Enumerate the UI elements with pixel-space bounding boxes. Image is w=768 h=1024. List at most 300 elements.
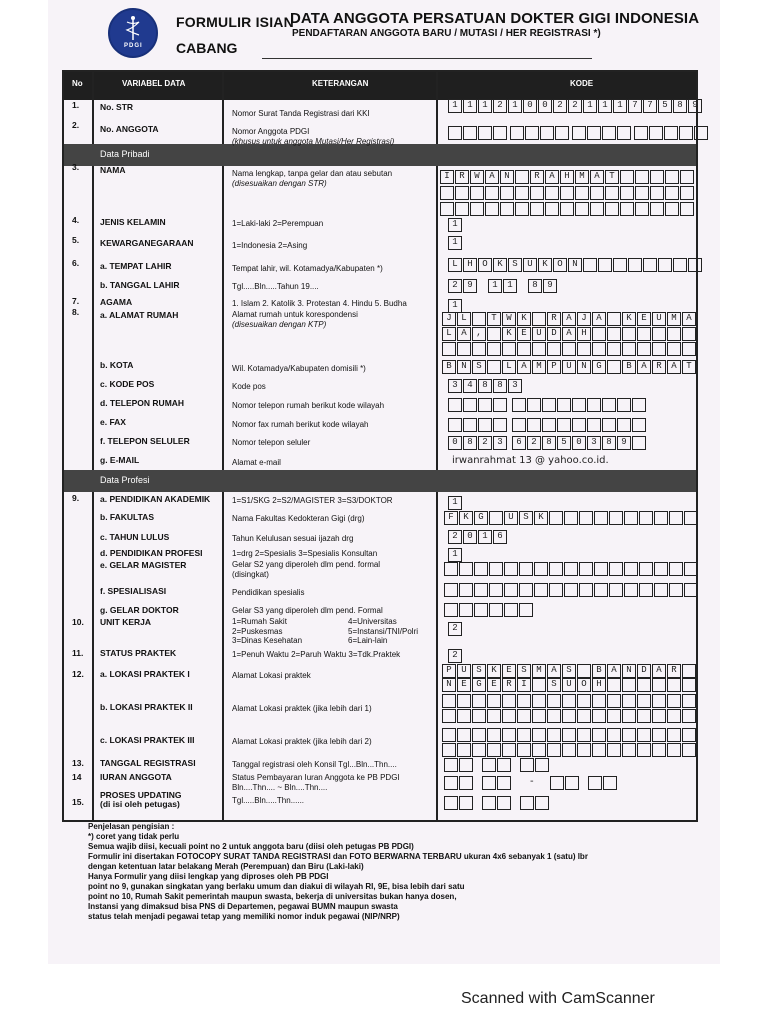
char-box[interactable]: N: [568, 258, 582, 272]
char-box[interactable]: 9: [463, 279, 477, 293]
char-box[interactable]: [603, 776, 617, 790]
char-box[interactable]: A: [562, 327, 576, 341]
char-box[interactable]: [545, 202, 559, 216]
char-box[interactable]: [579, 562, 593, 576]
char-box[interactable]: [517, 342, 531, 356]
char-box[interactable]: [587, 126, 601, 140]
char-box[interactable]: [577, 709, 591, 723]
char-box[interactable]: S: [472, 360, 486, 374]
char-box[interactable]: [609, 583, 623, 597]
field-nama-3[interactable]: [440, 202, 695, 216]
char-box[interactable]: [440, 202, 454, 216]
char-box[interactable]: [442, 728, 456, 742]
char-box[interactable]: N: [457, 360, 471, 374]
char-box[interactable]: [535, 796, 549, 810]
char-box[interactable]: [515, 202, 529, 216]
field-iuran-thn-2[interactable]: [588, 776, 618, 790]
char-box[interactable]: [575, 186, 589, 200]
field-iuran-thn-1[interactable]: [482, 776, 512, 790]
field-nama-1[interactable]: [440, 170, 695, 184]
char-box[interactable]: [592, 327, 606, 341]
char-box[interactable]: R: [455, 170, 469, 184]
char-box[interactable]: [637, 678, 651, 692]
char-box[interactable]: 3: [587, 436, 601, 450]
field-no-anggota[interactable]: [448, 126, 508, 140]
char-box[interactable]: [632, 398, 646, 412]
char-box[interactable]: K: [502, 327, 516, 341]
field-iuran-bln-1[interactable]: [444, 776, 474, 790]
char-box[interactable]: [613, 258, 627, 272]
char-box[interactable]: [455, 202, 469, 216]
char-box[interactable]: [622, 678, 636, 692]
char-box[interactable]: 1: [503, 279, 517, 293]
char-box[interactable]: [547, 743, 561, 757]
char-box[interactable]: [487, 327, 501, 341]
char-box[interactable]: [654, 511, 668, 525]
char-box[interactable]: [607, 360, 621, 374]
field-alamat-2[interactable]: [442, 327, 697, 341]
char-box[interactable]: A: [562, 312, 576, 326]
char-box[interactable]: I: [517, 678, 531, 692]
char-box[interactable]: [504, 583, 518, 597]
char-box[interactable]: [594, 583, 608, 597]
char-box[interactable]: K: [538, 258, 552, 272]
field-no-anggota-2[interactable]: [510, 126, 570, 140]
char-box[interactable]: 9: [688, 99, 702, 113]
char-box[interactable]: [587, 418, 601, 432]
char-box[interactable]: [682, 743, 696, 757]
char-box[interactable]: [607, 728, 621, 742]
char-box[interactable]: [637, 728, 651, 742]
char-box[interactable]: [564, 562, 578, 576]
char-box[interactable]: [620, 202, 634, 216]
char-box[interactable]: [607, 342, 621, 356]
char-box[interactable]: [577, 342, 591, 356]
char-box[interactable]: [444, 776, 458, 790]
char-box[interactable]: [590, 186, 604, 200]
char-box[interactable]: [602, 126, 616, 140]
char-box[interactable]: [459, 603, 473, 617]
field-tempat-lahir[interactable]: [448, 258, 703, 272]
char-box[interactable]: [457, 728, 471, 742]
char-box[interactable]: [575, 202, 589, 216]
char-box[interactable]: [688, 258, 702, 272]
char-box[interactable]: [557, 418, 571, 432]
char-box[interactable]: [572, 398, 586, 412]
char-box[interactable]: [658, 258, 672, 272]
char-box[interactable]: U: [562, 678, 576, 692]
char-box[interactable]: 2: [568, 99, 582, 113]
char-box[interactable]: [665, 202, 679, 216]
char-box[interactable]: 8: [673, 99, 687, 113]
char-box[interactable]: [624, 583, 638, 597]
field-no-anggota-3[interactable]: [572, 126, 632, 140]
char-box[interactable]: [472, 342, 486, 356]
char-box[interactable]: [637, 694, 651, 708]
char-box[interactable]: [457, 694, 471, 708]
char-box[interactable]: [470, 202, 484, 216]
char-box[interactable]: [680, 170, 694, 184]
char-box[interactable]: [679, 126, 693, 140]
char-box[interactable]: A: [682, 312, 696, 326]
char-box[interactable]: [534, 583, 548, 597]
char-box[interactable]: 4: [463, 379, 477, 393]
char-box[interactable]: [682, 678, 696, 692]
char-box[interactable]: [682, 694, 696, 708]
char-box[interactable]: [463, 126, 477, 140]
char-box[interactable]: [587, 398, 601, 412]
char-box[interactable]: 1: [448, 548, 462, 562]
char-box[interactable]: L: [448, 258, 462, 272]
char-box[interactable]: L: [442, 327, 456, 341]
char-box[interactable]: 2: [448, 622, 462, 636]
char-box[interactable]: [602, 398, 616, 412]
char-box[interactable]: E: [502, 664, 516, 678]
char-box[interactable]: [478, 126, 492, 140]
char-box[interactable]: [502, 743, 516, 757]
char-box[interactable]: [517, 694, 531, 708]
char-box[interactable]: N: [500, 170, 514, 184]
char-box[interactable]: [607, 694, 621, 708]
char-box[interactable]: [634, 126, 648, 140]
char-box[interactable]: H: [463, 258, 477, 272]
char-box[interactable]: 2: [448, 530, 462, 544]
char-box[interactable]: [550, 776, 564, 790]
char-box[interactable]: [680, 186, 694, 200]
field-kode-pos[interactable]: [448, 379, 523, 393]
char-box[interactable]: [527, 418, 541, 432]
char-box[interactable]: [635, 170, 649, 184]
char-box[interactable]: O: [553, 258, 567, 272]
char-box[interactable]: 3: [448, 379, 462, 393]
char-box[interactable]: ,: [472, 327, 486, 341]
char-box[interactable]: [562, 743, 576, 757]
field-iuran-bln-2[interactable]: [550, 776, 580, 790]
char-box[interactable]: R: [652, 360, 666, 374]
char-box[interactable]: 2: [553, 99, 567, 113]
char-box[interactable]: 3: [493, 436, 507, 450]
char-box[interactable]: [682, 728, 696, 742]
char-box[interactable]: [622, 342, 636, 356]
field-alamat-3[interactable]: [442, 342, 697, 356]
char-box[interactable]: [485, 202, 499, 216]
char-box[interactable]: [448, 418, 462, 432]
char-box[interactable]: [459, 796, 473, 810]
char-box[interactable]: [609, 511, 623, 525]
char-box[interactable]: E: [517, 327, 531, 341]
char-box[interactable]: [474, 583, 488, 597]
char-box[interactable]: [442, 694, 456, 708]
char-box[interactable]: [444, 562, 458, 576]
char-box[interactable]: [579, 583, 593, 597]
char-box[interactable]: 1: [508, 99, 522, 113]
char-box[interactable]: A: [517, 360, 531, 374]
char-box[interactable]: D: [637, 664, 651, 678]
char-box[interactable]: R: [502, 678, 516, 692]
char-box[interactable]: A: [607, 664, 621, 678]
char-box[interactable]: S: [517, 664, 531, 678]
char-box[interactable]: [654, 562, 668, 576]
char-box[interactable]: [519, 562, 533, 576]
char-box[interactable]: K: [493, 258, 507, 272]
char-box[interactable]: [517, 728, 531, 742]
char-box[interactable]: 7: [643, 99, 657, 113]
char-box[interactable]: 5: [658, 99, 672, 113]
char-box[interactable]: [622, 743, 636, 757]
char-box[interactable]: [502, 709, 516, 723]
char-box[interactable]: [504, 562, 518, 576]
char-box[interactable]: [472, 743, 486, 757]
char-box[interactable]: [669, 562, 683, 576]
char-box[interactable]: [562, 728, 576, 742]
char-box[interactable]: [635, 186, 649, 200]
char-box[interactable]: 0: [538, 99, 552, 113]
char-box[interactable]: W: [470, 170, 484, 184]
char-box[interactable]: [609, 562, 623, 576]
field-lokasi-1-line1[interactable]: [442, 664, 697, 678]
char-box[interactable]: [667, 728, 681, 742]
char-box[interactable]: [635, 202, 649, 216]
char-box[interactable]: 1: [583, 99, 597, 113]
char-box[interactable]: S: [562, 664, 576, 678]
char-box[interactable]: [590, 202, 604, 216]
char-box[interactable]: S: [472, 664, 486, 678]
char-box[interactable]: [520, 758, 534, 772]
char-box[interactable]: N: [622, 664, 636, 678]
char-box[interactable]: 1: [448, 99, 462, 113]
char-box[interactable]: [470, 186, 484, 200]
char-box[interactable]: E: [637, 312, 651, 326]
char-box[interactable]: [545, 186, 559, 200]
field-alamat-1[interactable]: [442, 312, 697, 326]
char-box[interactable]: J: [442, 312, 456, 326]
char-box[interactable]: [607, 678, 621, 692]
char-box[interactable]: 5: [557, 436, 571, 450]
char-box[interactable]: R: [547, 312, 561, 326]
char-box[interactable]: [515, 186, 529, 200]
char-box[interactable]: [624, 562, 638, 576]
char-box[interactable]: [667, 678, 681, 692]
char-box[interactable]: [592, 728, 606, 742]
char-box[interactable]: [652, 342, 666, 356]
field-status-praktek[interactable]: [448, 649, 463, 663]
char-box[interactable]: [489, 583, 503, 597]
char-box[interactable]: [664, 126, 678, 140]
char-box[interactable]: M: [575, 170, 589, 184]
field-telp-rumah[interactable]: [512, 398, 647, 412]
field-nama-2[interactable]: [440, 186, 695, 200]
char-box[interactable]: [682, 327, 696, 341]
char-box[interactable]: [472, 709, 486, 723]
char-box[interactable]: [485, 186, 499, 200]
char-box[interactable]: [549, 562, 563, 576]
char-box[interactable]: [440, 186, 454, 200]
char-box[interactable]: [560, 186, 574, 200]
char-box[interactable]: [519, 583, 533, 597]
char-box[interactable]: U: [532, 327, 546, 341]
field-unit-kerja[interactable]: [448, 622, 463, 636]
field-lokasi-3-line2[interactable]: [442, 743, 697, 757]
char-box[interactable]: [487, 709, 501, 723]
char-box[interactable]: [482, 758, 496, 772]
char-box[interactable]: [463, 418, 477, 432]
char-box[interactable]: [682, 342, 696, 356]
char-box[interactable]: [592, 743, 606, 757]
char-box[interactable]: [620, 170, 634, 184]
char-box[interactable]: [652, 728, 666, 742]
char-box[interactable]: K: [534, 511, 548, 525]
char-box[interactable]: A: [652, 664, 666, 678]
field-update-thn[interactable]: [520, 796, 550, 810]
field-kewarganegaraan[interactable]: [448, 236, 463, 250]
char-box[interactable]: 0: [572, 436, 586, 450]
field-telp-rumah-kode[interactable]: [448, 398, 508, 412]
char-box[interactable]: [497, 776, 511, 790]
char-box[interactable]: [607, 709, 621, 723]
char-box[interactable]: K: [517, 312, 531, 326]
char-box[interactable]: [680, 202, 694, 216]
char-box[interactable]: [577, 694, 591, 708]
char-box[interactable]: H: [577, 327, 591, 341]
char-box[interactable]: F: [444, 511, 458, 525]
char-box[interactable]: U: [562, 360, 576, 374]
char-box[interactable]: [650, 186, 664, 200]
char-box[interactable]: U: [523, 258, 537, 272]
char-box[interactable]: [532, 743, 546, 757]
char-box[interactable]: [564, 583, 578, 597]
char-box[interactable]: [487, 694, 501, 708]
char-box[interactable]: [557, 398, 571, 412]
char-box[interactable]: [542, 398, 556, 412]
char-box[interactable]: [502, 694, 516, 708]
char-box[interactable]: [489, 511, 503, 525]
char-box[interactable]: [684, 562, 698, 576]
char-box[interactable]: [605, 202, 619, 216]
char-box[interactable]: U: [652, 312, 666, 326]
char-box[interactable]: [622, 728, 636, 742]
char-box[interactable]: [489, 603, 503, 617]
char-box[interactable]: [617, 398, 631, 412]
field-gelar-magister[interactable]: [444, 562, 699, 576]
char-box[interactable]: [632, 436, 646, 450]
char-box[interactable]: [652, 743, 666, 757]
char-box[interactable]: [459, 776, 473, 790]
char-box[interactable]: [510, 126, 524, 140]
char-box[interactable]: [457, 709, 471, 723]
char-box[interactable]: G: [472, 678, 486, 692]
char-box[interactable]: [540, 126, 554, 140]
char-box[interactable]: 1: [448, 236, 462, 250]
field-pendidikan-akademik[interactable]: [448, 496, 463, 510]
char-box[interactable]: [497, 796, 511, 810]
char-box[interactable]: 6: [512, 436, 526, 450]
char-box[interactable]: [472, 728, 486, 742]
char-box[interactable]: T: [605, 170, 619, 184]
char-box[interactable]: I: [440, 170, 454, 184]
field-reg-bln[interactable]: [482, 758, 512, 772]
char-box[interactable]: [682, 709, 696, 723]
char-box[interactable]: [457, 342, 471, 356]
char-box[interactable]: [455, 186, 469, 200]
char-box[interactable]: [517, 743, 531, 757]
char-box[interactable]: [527, 398, 541, 412]
char-box[interactable]: [667, 694, 681, 708]
char-box[interactable]: [637, 709, 651, 723]
char-box[interactable]: [577, 664, 591, 678]
char-box[interactable]: [512, 398, 526, 412]
char-box[interactable]: [665, 170, 679, 184]
char-box[interactable]: [547, 709, 561, 723]
field-email[interactable]: irwanrahmat 13 @ yahoo.co.id.: [452, 455, 609, 466]
char-box[interactable]: [673, 258, 687, 272]
char-box[interactable]: [669, 583, 683, 597]
field-reg-tgl[interactable]: [444, 758, 474, 772]
char-box[interactable]: 1: [448, 218, 462, 232]
char-box[interactable]: [622, 327, 636, 341]
char-box[interactable]: [649, 126, 663, 140]
char-box[interactable]: [637, 342, 651, 356]
char-box[interactable]: [547, 728, 561, 742]
char-box[interactable]: [694, 126, 708, 140]
char-box[interactable]: [459, 583, 473, 597]
char-box[interactable]: [622, 694, 636, 708]
field-lokasi-1-line2[interactable]: [442, 678, 697, 692]
char-box[interactable]: [493, 398, 507, 412]
char-box[interactable]: U: [457, 664, 471, 678]
char-box[interactable]: [474, 603, 488, 617]
char-box[interactable]: J: [577, 312, 591, 326]
char-box[interactable]: 1: [478, 530, 492, 544]
field-seluler[interactable]: [512, 436, 647, 450]
field-tahun-lulus[interactable]: [448, 530, 508, 544]
char-box[interactable]: [532, 312, 546, 326]
char-box[interactable]: 7: [628, 99, 642, 113]
char-box[interactable]: [639, 583, 653, 597]
char-box[interactable]: A: [590, 170, 604, 184]
field-fax[interactable]: [512, 418, 647, 432]
field-no-str[interactable]: [448, 99, 703, 113]
char-box[interactable]: T: [487, 312, 501, 326]
char-box[interactable]: 2: [448, 649, 462, 663]
char-box[interactable]: [607, 327, 621, 341]
char-box[interactable]: S: [519, 511, 533, 525]
char-box[interactable]: [547, 694, 561, 708]
char-box[interactable]: [463, 398, 477, 412]
char-box[interactable]: [650, 202, 664, 216]
char-box[interactable]: [547, 342, 561, 356]
char-box[interactable]: [622, 709, 636, 723]
char-box[interactable]: S: [547, 678, 561, 692]
field-agama[interactable]: [448, 299, 463, 313]
char-box[interactable]: N: [442, 678, 456, 692]
char-box[interactable]: [493, 126, 507, 140]
char-box[interactable]: N: [577, 360, 591, 374]
char-box[interactable]: [667, 709, 681, 723]
char-box[interactable]: [592, 709, 606, 723]
char-box[interactable]: [607, 743, 621, 757]
char-box[interactable]: [532, 678, 546, 692]
char-box[interactable]: K: [459, 511, 473, 525]
char-box[interactable]: [562, 342, 576, 356]
char-box[interactable]: [639, 511, 653, 525]
char-box[interactable]: [592, 694, 606, 708]
char-box[interactable]: H: [592, 678, 606, 692]
char-box[interactable]: 8: [542, 436, 556, 450]
char-box[interactable]: [572, 418, 586, 432]
char-box[interactable]: [665, 186, 679, 200]
char-box[interactable]: [562, 694, 576, 708]
char-box[interactable]: [564, 511, 578, 525]
